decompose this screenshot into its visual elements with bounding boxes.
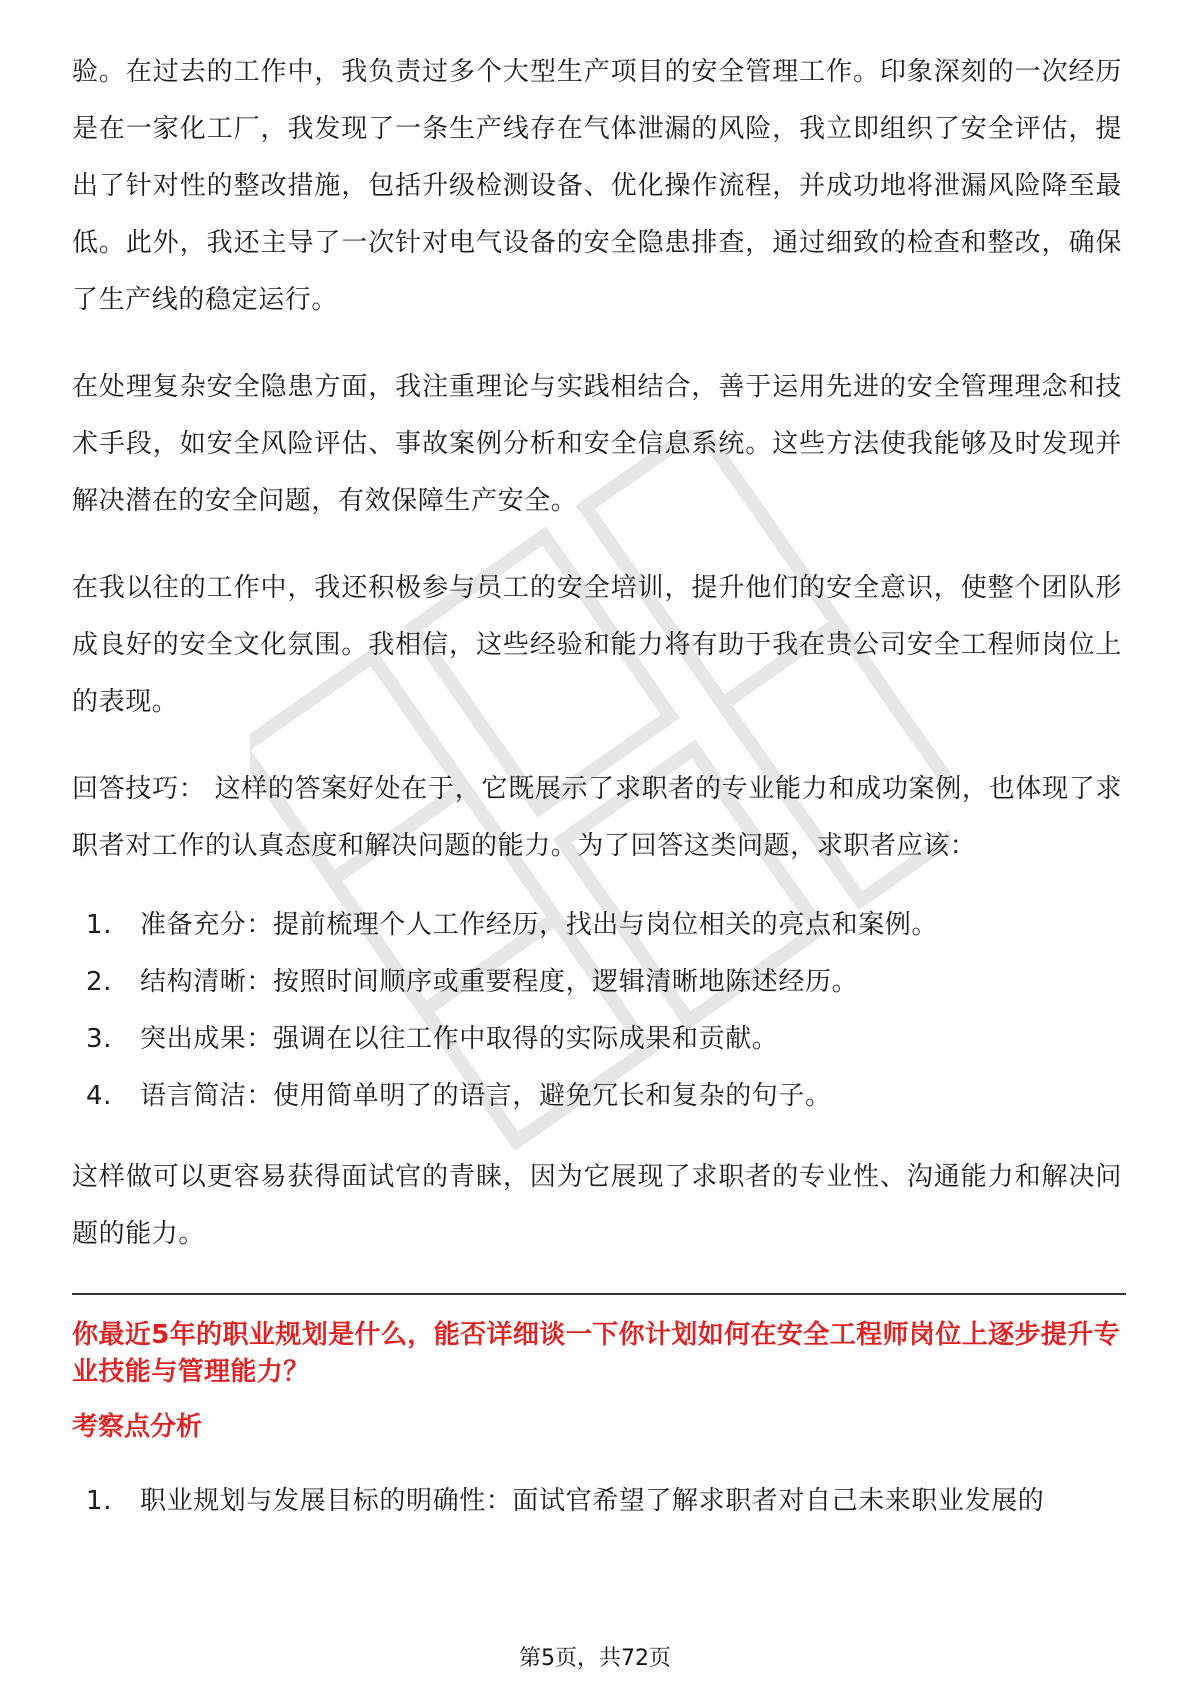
- answer-paragraph-methods: 在处理复杂安全隐患方面，我注重理论与实践相结合，善于运用先进的安全管理理念和技术手段，如安全风险评估、事故案例分析和安全信息系统。这些方法使我能够及时发现并解决潜在的安全问题，有效保障生产安全。: [72, 372, 1122, 516]
- list-text: 语言简洁：使用简单明了的语言，避免冗长和复杂的句子。: [140, 1081, 832, 1111]
- list-number: 1.: [86, 1486, 113, 1516]
- list-text: 职业规划与发展目标的明确性：面试官希望了解求职者对自己未来职业发展的: [140, 1486, 1045, 1516]
- main-content: [72, 44, 1122, 1530]
- analysis-heading: 考察点分析: [72, 1412, 203, 1442]
- list-item: [72, 1473, 1122, 1530]
- answer-paragraph-experience: 验。在过去的工作中，我负责过多个大型生产项目的安全管理工作。印象深刻的一次经历是在一家化工厂，我发现了一条生产线存在气体泄漏的风险，我立即组织了安全评估，提出了针对性的整改措施，包括升级检测设备、优化操作流程，并成功地将泄漏风险降至最低。此外，我还主导了一次针对电气设备的安全隐患排查，通过细致的检查和整改，确保了生产线的稳定运行。: [72, 57, 1122, 315]
- list-item: [72, 954, 1122, 1011]
- list-number: 1.: [86, 910, 113, 940]
- list-item: [72, 1068, 1122, 1125]
- list-item: [72, 1011, 1122, 1068]
- list-number: 2.: [86, 967, 113, 997]
- list-text: 结构清晰：按照时间顺序或重要程度，逻辑清晰地陈述经历。: [140, 967, 859, 997]
- list-text: 准备充分：提前梳理个人工作经历，找出与岗位相关的亮点和案例。: [140, 910, 939, 940]
- list-number: 4.: [86, 1081, 113, 1111]
- page-footer: 第5页，共72页: [519, 1646, 671, 1671]
- list-number: 3.: [86, 1024, 113, 1054]
- list-text: 突出成果：强调在以往工作中取得的实际成果和贡献。: [140, 1024, 779, 1054]
- interview-question: 你最近5年的职业规划是什么，能否详细谈一下你计划如何在安全工程师岗位上逐步提升专业技能与管理能力？: [72, 1320, 1121, 1387]
- answer-conclusion: 这样做可以更容易获得面试官的青睐，因为它展现了求职者的专业性、沟通能力和解决问题的能力。: [72, 1162, 1122, 1249]
- tips-list: [72, 897, 1122, 1125]
- answer-tips-intro: 回答技巧： 这样的答案好处在于，它既展示了求职者的专业能力和成功案例，也体现了求职者对工作的认真态度和解决问题的能力。为了回答这类问题，求职者应该：: [72, 774, 1122, 861]
- list-item: [72, 897, 1122, 954]
- answer-paragraph-training: 在我以往的工作中，我还积极参与员工的安全培训，提升他们的安全意识，使整个团队形成良好的安全文化氛围。我相信，这些经验和能力将有助于我在贵公司安全工程师岗位上的表现。: [72, 573, 1122, 717]
- section-divider: [72, 1293, 1126, 1295]
